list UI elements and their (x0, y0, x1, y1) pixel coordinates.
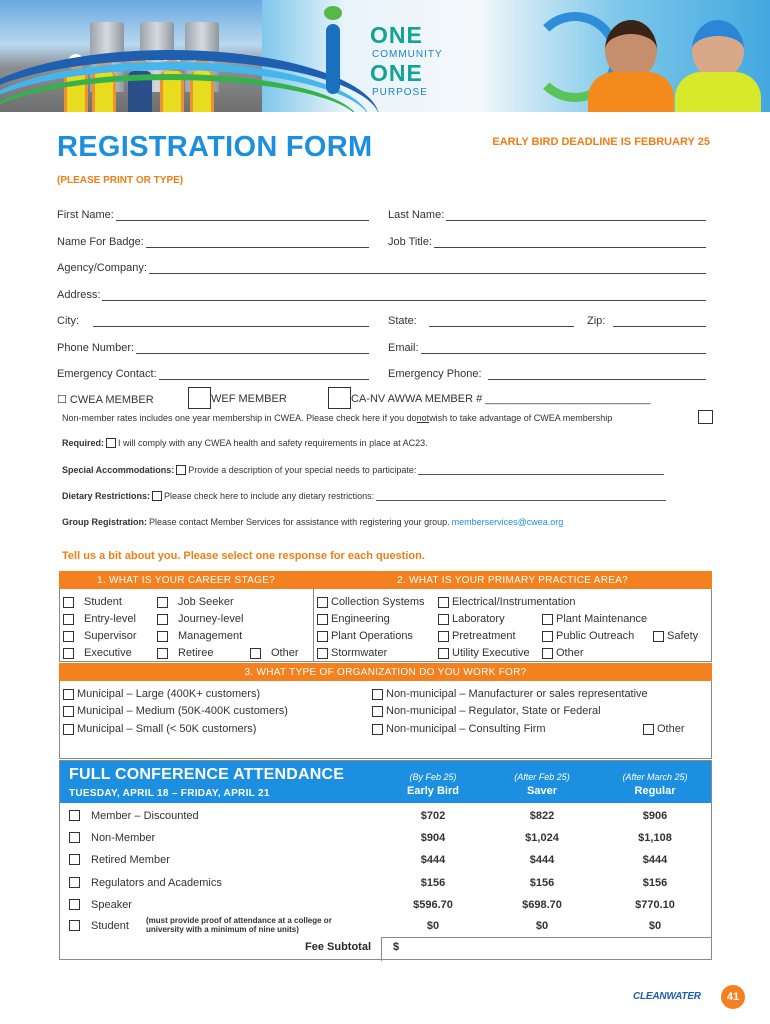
banner-photo-woman-2 (675, 20, 761, 112)
header-banner (0, 0, 770, 112)
career-journey-level[interactable]: Journey-level (157, 613, 243, 625)
awwa-member-checkbox[interactable] (328, 387, 351, 409)
col-saver: (After Feb 25) Saver (514, 772, 570, 797)
fee-subtotal-currency: $ (393, 941, 400, 953)
practice-collection-systems[interactable]: Collection Systems (317, 596, 425, 608)
org-other[interactable]: Other (643, 723, 685, 735)
practice-area-heading: 2. WHAT IS YOUR PRIMARY PRACTICE AREA? (313, 571, 712, 589)
nonmember-note: Non-member rates includes one year membership in CWEA. Please check here if you do not wish to take advantage of CWEA membership (62, 413, 613, 423)
print-instructions: (PLEASE PRINT OR TYPE) (57, 175, 184, 186)
job-title-field[interactable]: Job Title: (388, 234, 706, 248)
practice-public-outreach[interactable]: Public Outreach (542, 630, 634, 642)
awwa-member-label: CA-NV AWWA MEMBER # ___________________________ (351, 393, 651, 405)
clean-water-logo: CLEANWATER (633, 991, 701, 1002)
conference-fees-table (59, 760, 712, 960)
fee-row-member-discounted[interactable]: Member – Discounted $702 $822 $906 (60, 805, 711, 827)
practice-other[interactable]: Other (542, 647, 584, 659)
city-field[interactable]: City: (57, 313, 369, 327)
fee-row-retired-member[interactable]: Retired Member $444 $444 $444 (60, 849, 711, 871)
fee-subtotal-label: Fee Subtotal (305, 941, 372, 953)
health-safety-checkbox[interactable] (106, 438, 116, 448)
group-registration-row: Group Registration: Please contact Member Services for assistance with registering your group. memberservices@cwea.org (62, 517, 564, 527)
practice-plant-operations[interactable]: Plant Operations (317, 630, 413, 642)
fees-dates: TUESDAY, APRIL 18 – FRIDAY, APRIL 21 (69, 788, 270, 799)
state-field[interactable]: State: (388, 313, 574, 327)
career-supervisor[interactable]: Supervisor (63, 630, 137, 642)
membership-row (57, 391, 707, 409)
practice-stormwater[interactable]: Stormwater (317, 647, 387, 659)
practice-safety[interactable]: Safety (653, 630, 698, 642)
career-management[interactable]: Management (157, 630, 242, 642)
conference-logo: ONE COMMUNITY ONE PURPOSE (370, 22, 443, 98)
emergency-contact-field[interactable]: Emergency Contact: (57, 366, 369, 380)
practice-electrical-instrumentation[interactable]: Electrical/Instrumentation (438, 596, 576, 608)
fee-row-regulators-academics[interactable]: Regulators and Academics $156 $156 $156 (60, 872, 711, 894)
agency-field[interactable]: Agency/Company: (57, 260, 706, 274)
emergency-phone-field[interactable]: Emergency Phone: (388, 366, 706, 380)
wef-member-checkbox[interactable] (188, 387, 211, 409)
wef-member-label: WEF MEMBER (211, 393, 287, 405)
email-field[interactable]: Email: (388, 340, 706, 354)
logo-i-mark (326, 24, 340, 94)
col-early-bird: (By Feb 25) Early Bird (407, 772, 459, 797)
practice-utility-executive[interactable]: Utility Executive (438, 647, 530, 659)
org-municipal-small[interactable]: Municipal – Small (< 50K customers) (63, 723, 256, 735)
career-executive[interactable]: Executive (63, 647, 132, 659)
career-job-seeker[interactable]: Job Seeker (157, 596, 234, 608)
fee-row-student[interactable]: Student (must provide proof of attendance at a college or university with a minimum of nine units) $0 $0 $0 (60, 915, 711, 937)
career-student[interactable]: Student (63, 596, 122, 608)
fee-subtotal-box[interactable] (381, 937, 712, 961)
page-number: 41 (721, 985, 745, 1009)
fee-row-speaker[interactable]: Speaker $596.70 $698.70 $770.10 (60, 894, 711, 916)
career-stage-heading: 1. WHAT IS YOUR CAREER STAGE? (59, 571, 313, 589)
org-municipal-medium[interactable]: Municipal – Medium (50K-400K customers) (63, 705, 288, 717)
org-nonmunicipal-consulting[interactable]: Non-municipal – Consulting Firm (372, 723, 546, 735)
required-row: Required: I will comply with any CWEA health and safety requirements in place at AC23. (62, 438, 428, 448)
dietary-restrictions-checkbox[interactable] (152, 491, 162, 501)
logo-dot (324, 6, 342, 20)
zip-field[interactable]: Zip: (587, 313, 706, 327)
banner-photo-woman-1 (588, 20, 674, 112)
cwea-member-option[interactable]: ☐ CWEA MEMBER (57, 394, 154, 406)
special-accommodations-checkbox[interactable] (176, 465, 186, 475)
survey-intro: Tell us a bit about you. Please select one response for each question. (62, 550, 425, 562)
practice-engineering[interactable]: Engineering (317, 613, 390, 625)
page-title: REGISTRATION FORM (57, 131, 373, 163)
last-name-field[interactable]: Last Name: (388, 207, 706, 221)
fees-table-header (60, 761, 711, 803)
practice-plant-maintenance[interactable]: Plant Maintenance (542, 613, 647, 625)
dietary-restrictions-line[interactable] (376, 492, 666, 501)
phone-field[interactable]: Phone Number: (57, 340, 369, 354)
fees-title: FULL CONFERENCE ATTENDANCE (69, 766, 345, 783)
col-regular: (After March 25) Regular (622, 772, 688, 797)
org-municipal-large[interactable]: Municipal – Large (400K+ customers) (63, 688, 260, 700)
member-services-email-link[interactable]: memberservices@cwea.org (451, 517, 564, 527)
early-bird-deadline: EARLY BIRD DEADLINE IS FEBRUARY 25 (492, 136, 710, 148)
career-other[interactable]: Other (250, 647, 299, 659)
address-field[interactable]: Address: (57, 287, 706, 301)
special-accommodations-row: Special Accommodations: Provide a description of your special needs to participate: (62, 465, 664, 475)
student-requirement-note: (must provide proof of attendance at a college or university with a minimum of nine units) (146, 916, 332, 934)
org-nonmunicipal-manufacturer[interactable]: Non-municipal – Manufacturer or sales representative (372, 688, 648, 700)
fee-row-non-member[interactable]: Non-Member $904 $1,024 $1,108 (60, 827, 711, 849)
badge-name-field[interactable]: Name For Badge: (57, 234, 369, 248)
dietary-restrictions-row: Dietary Restrictions: Please check here to include any dietary restrictions: (62, 491, 666, 501)
career-retiree[interactable]: Retiree (157, 647, 213, 659)
practice-pretreatment[interactable]: Pretreatment (438, 630, 516, 642)
org-nonmunicipal-regulator[interactable]: Non-municipal – Regulator, State or Federal (372, 705, 601, 717)
special-accommodations-line[interactable] (418, 466, 664, 475)
decline-membership-checkbox[interactable] (698, 410, 713, 424)
organization-type-heading: 3. WHAT TYPE OF ORGANIZATION DO YOU WORK FOR? (59, 663, 712, 681)
career-entry-level[interactable]: Entry-level (63, 613, 136, 625)
first-name-field[interactable]: First Name: (57, 207, 369, 221)
practice-laboratory[interactable]: Laboratory (438, 613, 505, 625)
